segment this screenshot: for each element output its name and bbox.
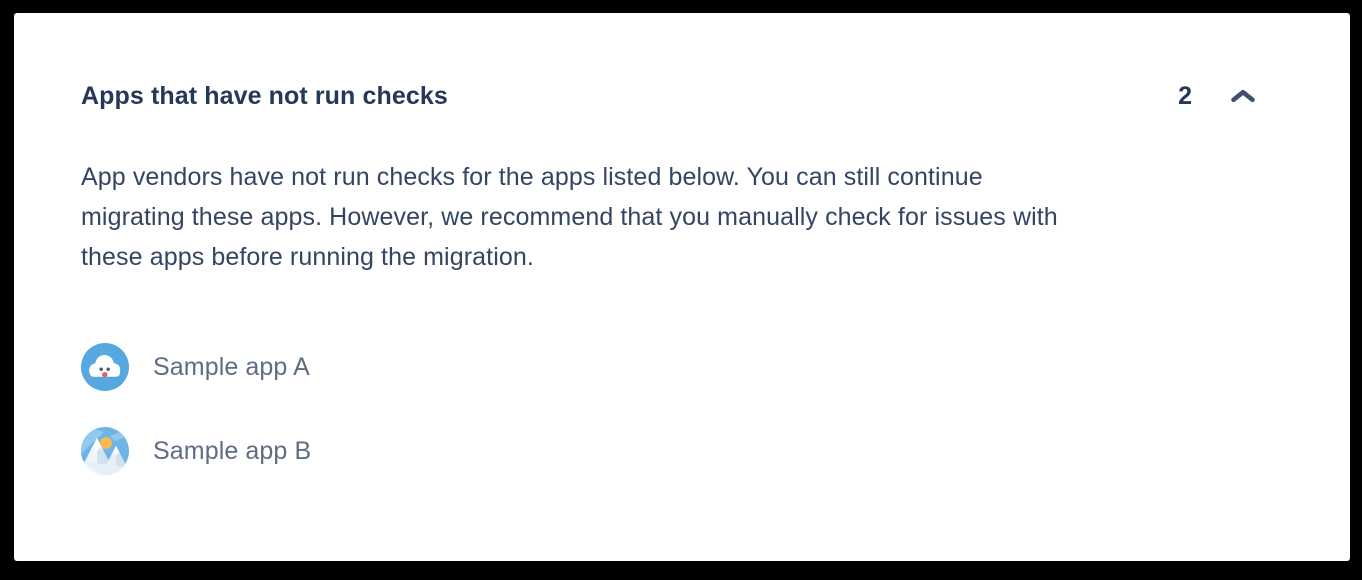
app-name-label: Sample app A [153,352,310,381]
section-title: Apps that have not run checks [81,82,448,110]
mountain-app-icon [81,427,129,475]
section-header [81,79,1258,113]
description-line: App vendors have not run checks for the apps listed below. You can still continue [81,163,983,191]
description-line: these apps before running the migration. [81,243,534,271]
app-list-item [81,343,310,391]
app-list-item [81,427,311,475]
collapse-toggle-button[interactable] [1228,86,1258,106]
apps-check-card [14,13,1350,561]
section-description [81,157,1058,277]
description-line: migrating these apps. However, we recommend that you manually check for issues with [81,203,1058,231]
chevron-up-icon [1230,88,1256,104]
header-right-cluster [1178,82,1258,111]
app-count-badge: 2 [1178,81,1192,110]
app-name-label: Sample app B [153,436,312,465]
cloud-face-app-icon [81,343,129,391]
